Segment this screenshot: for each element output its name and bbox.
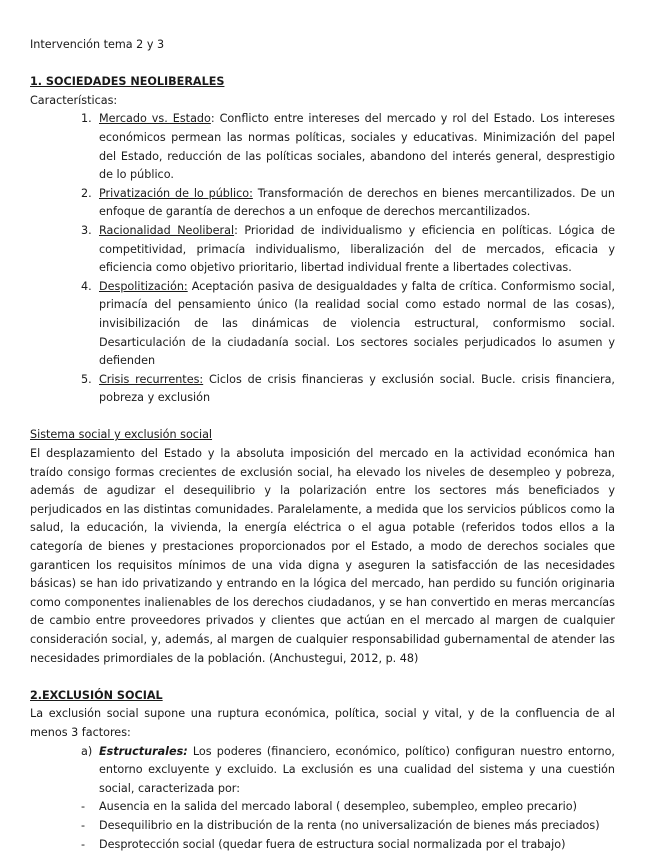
factor-letter: a)	[81, 744, 93, 758]
item-separator: :	[210, 112, 215, 126]
spacer	[30, 408, 615, 427]
bullet-text: Desequilibrio en la distribución de la renta (no universalización de bienes más preciados)	[99, 818, 600, 832]
item-term: Privatización de lo público:	[99, 186, 253, 200]
dash-marker: -	[81, 837, 86, 851]
section-heading-sociedades-neoliberales: 1. SOCIEDADES NEOLIBERALES	[30, 75, 225, 89]
item-term: Despolitización:	[99, 279, 188, 293]
list-item	[30, 817, 615, 836]
list-number: 4.	[81, 279, 92, 293]
document-page	[30, 36, 615, 854]
exclusion-intro: La exclusión social supone una ruptura económica, política, social y vital, y de la confluencia de al menos 3 factores:	[30, 707, 615, 739]
list-number: 1.	[81, 112, 92, 126]
section-heading-exclusion-social: 2.EXCLUSIÓN SOCIAL	[30, 688, 163, 702]
list-item	[30, 278, 615, 371]
subsection-heading-sistema-social: Sistema social y exclusión social	[30, 428, 213, 442]
item-text: Conflicto entre intereses del mercado y rol del Estado. Los intereses económicos permean las normas políticas, sociales y educativas. Minimización del papel del Estado, reducción de las políticas sociales, abandono del interés general, desprestigio de lo público.	[99, 112, 616, 182]
item-text: Ciclos de crisis financieras y exclusión social. Bucle. crisis financiera, pobreza y exclusión	[99, 372, 615, 405]
factor-text: Los poderes (financiero, económico, político) configuran nuestro entorno, entorno excluyente y excluido. La exclusión es una cualidad del sistema y una cuestión social, caracterizada por:	[99, 744, 615, 795]
list-item	[30, 371, 615, 408]
list-item	[30, 836, 615, 854]
structural-features-list	[30, 798, 615, 854]
item-text: Prioridad de individualismo y eficiencia en políticas. Lógica de competitividad, primacía individualismo, liberalización del de mercados, eficacia y eficiencia como objetivo prioritario, libertad individual frente a libertades colectivas.	[99, 223, 616, 275]
sistema-paragraph: El desplazamiento del Estado y la absoluta imposición del mercado en la actividad económica han traído consigo formas crecientes de exclusión social, ha elevado los niveles de desempleo y pobreza, además de agudizar el desequilibrio y la polarización entre los sectores más beneficiados y perjudicados en las distintas comunidades. Paralelamente, a medida que los servicios públicos como la salud, la educación, la vivienda, la energía eléctrica o el agua potable (referidos todos ellos a la categoría de bienes y prestaciones proporcionados por el Estado, a modo de derechos sociales que garanticen los requisitos mínimos de una vida digna y aseguren la satisfacción de las necesidades básicas) se han ido privatizando y entrando en la lógica del mercado, han perdido su función originaria como componentes inalienables de los derechos ciudadanos, y se han convertido en meras mercancías de cambio entre proveedores privados y clientes que actúan en el mercado al margen de cualquier consideración social, y, además, al margen de cualquier responsabilidad gubernamental de atender las necesidades primordiales de la población. (Anchustegui, 2012, p. 48)	[30, 447, 615, 665]
item-separator: :	[234, 223, 238, 237]
dash-marker: -	[81, 818, 86, 832]
characteristics-list	[30, 110, 615, 408]
item-term: Mercado vs. Estado	[99, 112, 211, 126]
bullet-text: Ausencia en la salida del mercado laboral ( desempleo, subempleo, empleo precario)	[99, 800, 577, 814]
list-number: 2.	[81, 186, 92, 200]
dash-marker: -	[81, 800, 86, 814]
list-item	[30, 222, 615, 278]
item-text: Aceptación pasiva de desigualdades y falta de crítica. Conformismo social, primacía del pensamiento único (la realidad social como estado normal de las cosas), invisibilización de las dinámicas de violencia estructural, conformismo social. Desarticulación de la ciudadanía social. Los sectores sociales perjudicados lo asumen y defienden	[99, 279, 615, 368]
factor-item-estructurales	[30, 743, 615, 799]
item-term: Crisis recurrentes:	[99, 372, 204, 386]
list-item	[30, 110, 615, 184]
list-number: 3.	[81, 223, 92, 237]
document-title: Intervención tema 2 y 3	[30, 38, 165, 51]
caracteristicas-label: Características:	[30, 93, 118, 107]
item-text: Transformación de derechos en bienes mercantilizados. De un enfoque de garantía de derechos a un enfoque de derechos mercantilizados.	[99, 186, 615, 219]
spacer	[30, 668, 615, 687]
list-item	[30, 185, 615, 222]
item-term: Racionalidad Neoliberal	[99, 223, 235, 237]
list-item	[30, 798, 615, 817]
list-number: 5.	[81, 372, 92, 386]
bullet-text: Desprotección social (quedar fuera de estructura social normalizada por el trabajo)	[99, 837, 566, 851]
factor-term: Estructurales:	[99, 744, 188, 758]
